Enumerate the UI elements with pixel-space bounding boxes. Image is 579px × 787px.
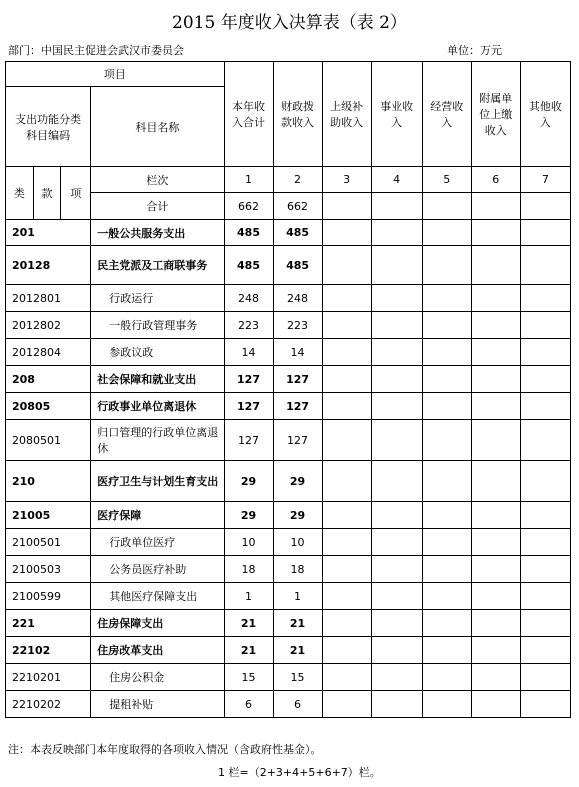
row-empty-cell xyxy=(322,393,371,420)
col-num-1: 1 xyxy=(224,167,273,193)
row-code: 2012804 xyxy=(6,339,91,366)
row-code: 21005 xyxy=(6,502,91,529)
table-row xyxy=(6,285,571,312)
row-empty-cell xyxy=(520,461,570,502)
total-v2: 662 xyxy=(273,193,322,220)
row-empty-cell xyxy=(371,393,422,420)
income-table xyxy=(5,61,571,718)
row-empty-cell xyxy=(422,420,471,461)
col-num-6: 6 xyxy=(471,167,520,193)
row-empty-cell xyxy=(322,583,371,610)
row-empty-cell xyxy=(371,610,422,637)
row-value-col-2: 29 xyxy=(273,461,322,502)
row-code: 20805 xyxy=(6,393,91,420)
row-empty-cell xyxy=(471,393,520,420)
department-label: 部门：中国民主促进会武汉市委员会 xyxy=(8,44,184,57)
row-empty-cell xyxy=(371,461,422,502)
col-num-5: 5 xyxy=(422,167,471,193)
row-empty-cell xyxy=(371,285,422,312)
row-empty-cell xyxy=(422,285,471,312)
row-value-col-2: 127 xyxy=(273,393,322,420)
row-value-col-1: 14 xyxy=(224,339,273,366)
row-value-col-1: 10 xyxy=(224,529,273,556)
header-col-2: 财政拨款收入 xyxy=(273,62,322,167)
row-empty-cell xyxy=(371,691,422,718)
row-value-col-1: 248 xyxy=(224,285,273,312)
row-empty-cell xyxy=(322,220,371,246)
row-value-col-2: 127 xyxy=(273,366,322,393)
row-empty-cell xyxy=(471,220,520,246)
row-value-col-2: 14 xyxy=(273,339,322,366)
row-empty-cell xyxy=(471,502,520,529)
row-empty-cell xyxy=(322,366,371,393)
row-subject-name: 民主党派及工商联事务 xyxy=(91,246,224,285)
row-empty-cell xyxy=(371,246,422,285)
header-lei: 类 xyxy=(6,167,34,220)
row-subject-name: 公务员医疗补助 xyxy=(91,556,224,583)
row-empty-cell xyxy=(471,610,520,637)
table-row xyxy=(6,664,571,691)
row-subject-name: 医疗卫生与计划生育支出 xyxy=(91,461,224,502)
row-value-col-1: 485 xyxy=(224,246,273,285)
row-empty-cell xyxy=(471,461,520,502)
row-empty-cell xyxy=(422,529,471,556)
row-empty-cell xyxy=(422,366,471,393)
row-empty-cell xyxy=(371,664,422,691)
row-empty-cell xyxy=(422,339,471,366)
row-code: 2210201 xyxy=(6,664,91,691)
row-subject-name: 归口管理的行政单位离退休 xyxy=(91,420,224,461)
row-empty-cell xyxy=(322,664,371,691)
row-code: 22102 xyxy=(6,637,91,664)
row-empty-cell xyxy=(520,312,570,339)
row-code: 2100501 xyxy=(6,529,91,556)
row-empty-cell xyxy=(471,312,520,339)
table-row xyxy=(6,246,571,285)
row-empty-cell xyxy=(471,285,520,312)
row-subject-name: 一般行政管理事务 xyxy=(91,312,224,339)
row-value-col-2: 1 xyxy=(273,583,322,610)
row-subject-name: 住房改革支出 xyxy=(91,637,224,664)
unit-label: 单位：万元 xyxy=(447,44,502,57)
row-empty-cell xyxy=(422,220,471,246)
col-num-7: 7 xyxy=(520,167,570,193)
header-col-4: 事业收入 xyxy=(371,62,422,167)
table-row xyxy=(6,393,571,420)
row-subject-name: 住房公积金 xyxy=(91,664,224,691)
row-subject-name: 住房保障支出 xyxy=(91,610,224,637)
row-empty-cell xyxy=(520,556,570,583)
header-col-3: 上级补助收入 xyxy=(322,62,371,167)
footnote-formula: 1 栏=（2+3+4+5+6+7）栏。 xyxy=(218,766,381,779)
row-empty-cell xyxy=(422,502,471,529)
header-kuan: 款 xyxy=(33,167,61,220)
table-row xyxy=(6,610,571,637)
row-value-col-1: 18 xyxy=(224,556,273,583)
table-row xyxy=(6,312,571,339)
row-subject-name: 一般公共服务支出 xyxy=(91,220,224,246)
row-code: 2080501 xyxy=(6,420,91,461)
table-row xyxy=(6,529,571,556)
row-code: 2210202 xyxy=(6,691,91,718)
row-empty-cell xyxy=(371,366,422,393)
table-row xyxy=(6,502,571,529)
row-empty-cell xyxy=(520,610,570,637)
total-label: 合计 xyxy=(91,193,224,220)
row-subject-name: 医疗保障 xyxy=(91,502,224,529)
row-empty-cell xyxy=(371,220,422,246)
row-empty-cell xyxy=(371,529,422,556)
page-title: 2015 年度收入决算表（表 2） xyxy=(172,13,407,33)
row-value-col-2: 18 xyxy=(273,556,322,583)
table-row xyxy=(6,583,571,610)
row-empty-cell xyxy=(422,312,471,339)
row-empty-cell xyxy=(471,366,520,393)
row-empty-cell xyxy=(520,366,570,393)
row-empty-cell xyxy=(322,339,371,366)
col-num-2: 2 xyxy=(273,167,322,193)
total-v1: 662 xyxy=(224,193,273,220)
row-empty-cell xyxy=(471,583,520,610)
row-empty-cell xyxy=(520,691,570,718)
row-empty-cell xyxy=(322,420,371,461)
row-value-col-2: 21 xyxy=(273,637,322,664)
row-value-col-2: 6 xyxy=(273,691,322,718)
row-empty-cell xyxy=(520,285,570,312)
row-value-col-2: 127 xyxy=(273,420,322,461)
row-value-col-1: 29 xyxy=(224,502,273,529)
table-row xyxy=(6,339,571,366)
table-row xyxy=(6,420,571,461)
footnote: 注：本表反映部门本年度取得的各项收入情况（含政府性基金）。 xyxy=(8,743,322,756)
row-subject-name: 社会保障和就业支出 xyxy=(91,366,224,393)
row-empty-cell xyxy=(422,691,471,718)
row-empty-cell xyxy=(371,312,422,339)
row-empty-cell xyxy=(422,461,471,502)
row-value-col-2: 10 xyxy=(273,529,322,556)
header-item: 项目 xyxy=(6,62,225,87)
row-value-col-1: 21 xyxy=(224,637,273,664)
row-empty-cell xyxy=(520,339,570,366)
row-empty-cell xyxy=(422,583,471,610)
row-value-col-1: 223 xyxy=(224,312,273,339)
row-value-col-2: 29 xyxy=(273,502,322,529)
row-empty-cell xyxy=(322,246,371,285)
row-value-col-1: 1 xyxy=(224,583,273,610)
row-empty-cell xyxy=(520,220,570,246)
row-empty-cell xyxy=(371,637,422,664)
row-empty-cell xyxy=(422,610,471,637)
row-empty-cell xyxy=(322,637,371,664)
row-empty-cell xyxy=(371,502,422,529)
row-code: 221 xyxy=(6,610,91,637)
table-row xyxy=(6,220,571,246)
row-value-col-1: 485 xyxy=(224,220,273,246)
row-value-col-1: 127 xyxy=(224,420,273,461)
row-empty-cell xyxy=(371,556,422,583)
row-value-col-2: 248 xyxy=(273,285,322,312)
row-empty-cell xyxy=(371,420,422,461)
row-subject-name: 其他医疗保障支出 xyxy=(91,583,224,610)
row-code: 20128 xyxy=(6,246,91,285)
row-value-col-1: 21 xyxy=(224,610,273,637)
row-empty-cell xyxy=(520,420,570,461)
row-subject-name: 参政议政 xyxy=(91,339,224,366)
row-empty-cell xyxy=(371,583,422,610)
header-col-5: 经营收入 xyxy=(422,62,471,167)
row-empty-cell xyxy=(322,556,371,583)
row-empty-cell xyxy=(471,246,520,285)
row-code: 2012802 xyxy=(6,312,91,339)
lanci-label: 栏次 xyxy=(91,167,224,193)
row-empty-cell xyxy=(520,393,570,420)
row-code: 2100503 xyxy=(6,556,91,583)
row-value-col-1: 127 xyxy=(224,366,273,393)
row-empty-cell xyxy=(322,610,371,637)
row-empty-cell xyxy=(520,529,570,556)
row-empty-cell xyxy=(322,502,371,529)
row-value-col-1: 29 xyxy=(224,461,273,502)
row-subject-name: 行政单位医疗 xyxy=(91,529,224,556)
row-empty-cell xyxy=(422,637,471,664)
col-num-3: 3 xyxy=(322,167,371,193)
row-empty-cell xyxy=(520,246,570,285)
row-empty-cell xyxy=(471,691,520,718)
row-empty-cell xyxy=(422,664,471,691)
table-row xyxy=(6,366,571,393)
row-empty-cell xyxy=(471,339,520,366)
row-code: 208 xyxy=(6,366,91,393)
row-empty-cell xyxy=(471,420,520,461)
table-row xyxy=(6,461,571,502)
row-code: 2100599 xyxy=(6,583,91,610)
row-empty-cell xyxy=(322,529,371,556)
row-subject-name: 行政运行 xyxy=(91,285,224,312)
table-row xyxy=(6,556,571,583)
row-value-col-2: 485 xyxy=(273,246,322,285)
row-empty-cell xyxy=(422,556,471,583)
row-value-col-2: 223 xyxy=(273,312,322,339)
row-empty-cell xyxy=(471,556,520,583)
row-value-col-2: 15 xyxy=(273,664,322,691)
row-value-col-1: 6 xyxy=(224,691,273,718)
row-empty-cell xyxy=(471,664,520,691)
row-empty-cell xyxy=(520,502,570,529)
row-subject-name: 提租补贴 xyxy=(91,691,224,718)
header-col-7: 其他收入 xyxy=(520,62,570,167)
row-code: 210 xyxy=(6,461,91,502)
table-row xyxy=(6,691,571,718)
row-value-col-1: 127 xyxy=(224,393,273,420)
row-empty-cell xyxy=(520,637,570,664)
row-empty-cell xyxy=(471,637,520,664)
row-empty-cell xyxy=(422,393,471,420)
row-code: 2012801 xyxy=(6,285,91,312)
row-empty-cell xyxy=(520,583,570,610)
row-empty-cell xyxy=(322,285,371,312)
row-empty-cell xyxy=(371,339,422,366)
header-col-6: 附属单位上缴收入 xyxy=(471,62,520,167)
header-func-code: 支出功能分类科目编码 xyxy=(6,87,91,167)
col-num-4: 4 xyxy=(371,167,422,193)
table-row xyxy=(6,637,571,664)
row-value-col-1: 15 xyxy=(224,664,273,691)
row-empty-cell xyxy=(422,246,471,285)
row-empty-cell xyxy=(322,461,371,502)
row-code: 201 xyxy=(6,220,91,246)
row-subject-name: 行政事业单位离退休 xyxy=(91,393,224,420)
row-value-col-2: 21 xyxy=(273,610,322,637)
row-value-col-2: 485 xyxy=(273,220,322,246)
row-empty-cell xyxy=(471,529,520,556)
row-empty-cell xyxy=(322,312,371,339)
header-col-1: 本年收入合计 xyxy=(224,62,273,167)
header-subject-name: 科目名称 xyxy=(91,87,224,167)
row-empty-cell xyxy=(322,691,371,718)
row-empty-cell xyxy=(520,664,570,691)
header-xiang: 项 xyxy=(61,167,91,220)
